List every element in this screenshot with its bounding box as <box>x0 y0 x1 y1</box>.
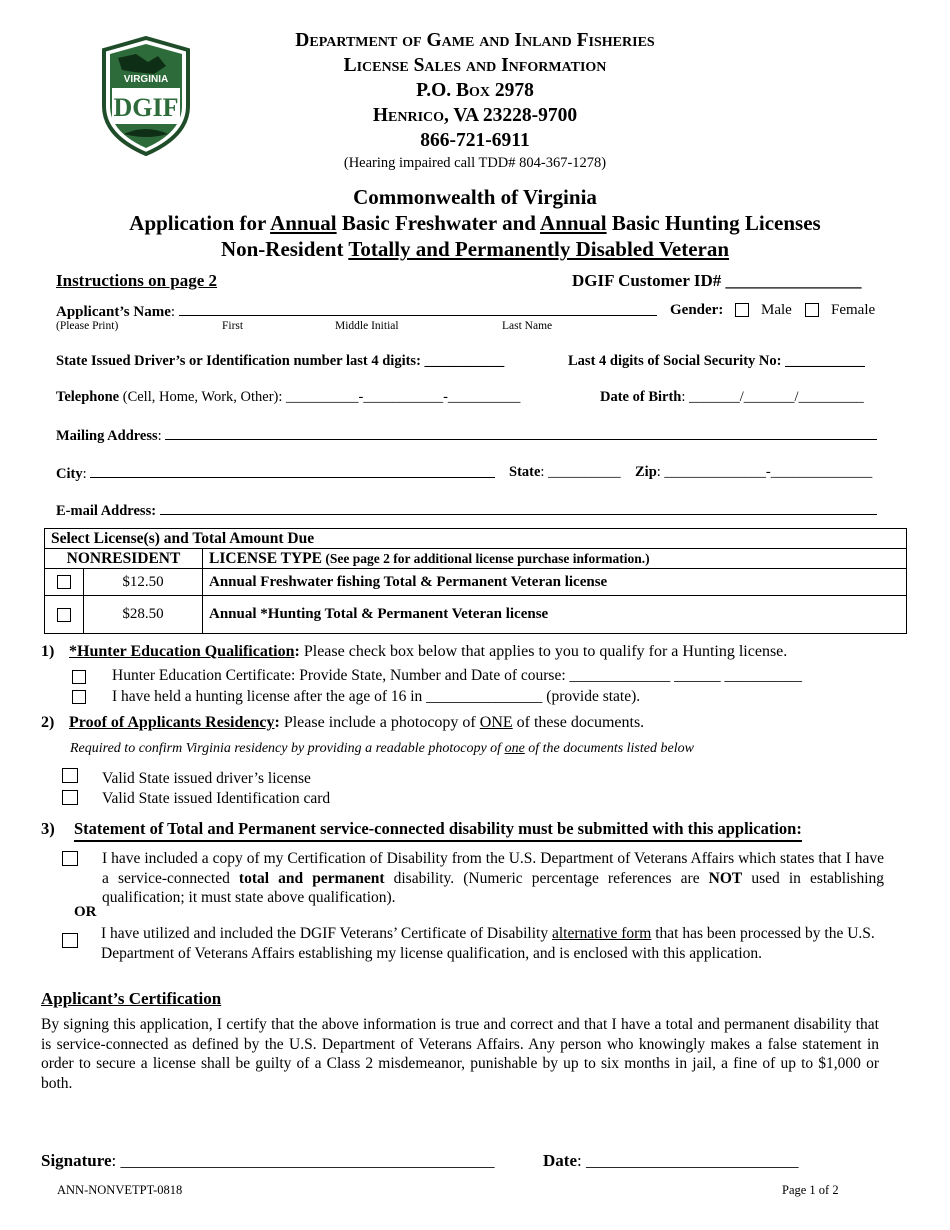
office-name: License Sales and Information <box>343 55 607 76</box>
mailing-address-row: Mailing Address: <box>56 426 877 445</box>
gender-label: Gender: <box>670 302 724 318</box>
license-checkbox-cell[interactable] <box>45 569 84 596</box>
prior-license-checkbox[interactable] <box>72 690 86 704</box>
id-card-option: Valid State issued Identification card <box>102 790 331 807</box>
zip-field[interactable]: Zip: ______________-______________ <box>635 464 873 480</box>
license-type: Annual Freshwater fishing Total & Permanent Veteran license <box>203 569 907 596</box>
license-price: $28.50 <box>84 596 203 634</box>
state-field[interactable]: State: __________ <box>509 464 621 480</box>
section3-heading: Statement of Total and Permanent service-connected disability must be submitted with this application: <box>74 819 802 842</box>
mailing-address-input[interactable] <box>165 426 877 440</box>
po-box: P.O. Box 2978 <box>416 80 534 101</box>
telephone-field[interactable]: Telephone (Cell, Home, Work, Other): __________-___________-__________ <box>56 389 521 405</box>
male-label: Male <box>761 302 792 318</box>
license-table-heading: Select License(s) and Total Amount Due <box>45 529 907 549</box>
please-print-note: (Please Print) <box>56 320 119 332</box>
title-line2: Application for Annual Basic Freshwater and Annual Basic Hunting Licenses <box>129 211 821 235</box>
section2-number: 2) <box>41 714 55 731</box>
customer-id-field[interactable]: DGIF Customer ID# ________________ <box>572 271 862 290</box>
signature-field[interactable]: Signature: ____________________________________________ <box>41 1151 495 1170</box>
title-line1: Commonwealth of Virginia <box>353 185 597 209</box>
logo-top-text: VIRGINIA <box>123 74 169 85</box>
prior-license-option: I have held a hunting license after the age of 16 in _______________ (provide state). <box>112 688 641 705</box>
license-checkbox-cell[interactable] <box>45 596 84 634</box>
city-row: City: <box>56 464 495 483</box>
section3-number: 3) <box>41 819 55 838</box>
drivers-license-checkbox[interactable] <box>62 768 78 783</box>
applicant-name-input[interactable] <box>179 302 657 316</box>
va-certification-checkbox[interactable] <box>62 851 78 866</box>
tdd-note: (Hearing impaired call TDD# 804-367-1278) <box>343 155 607 171</box>
first-name-caption: First <box>222 320 244 332</box>
hunter-ed-checkbox[interactable] <box>72 670 86 684</box>
certification-text: By signing this application, I certify that the above information is true and correct and that I have a total and permanent disability that is service-connected as defined by the U.S. Department of Veterans Affairs. Any person who knowingly makes a false statement in order to secure a license shall be guilty of a Class 2 misdemeanor, punishable by up to six months in jail, a fine of up to $1,000 or both. <box>41 1016 879 1092</box>
dl-number-field[interactable]: State Issued Driver’s or Identification number last 4 digits: ___________ <box>56 353 505 369</box>
residency-note: Required to confirm Virginia residency by providing a readable photocopy of one of the documents listed below <box>70 741 694 756</box>
nonresident-header: NONRESIDENT <box>45 549 203 569</box>
page-number: Page 1 of 2 <box>782 1183 839 1197</box>
male-checkbox[interactable] <box>735 303 749 317</box>
license-price: $12.50 <box>84 569 203 596</box>
section1-heading: *Hunter Education Qualification: Please check box below that applies to you to qualify for a Hunting license. <box>69 643 788 660</box>
female-checkbox[interactable] <box>805 303 819 317</box>
table-row <box>45 569 907 596</box>
middle-initial-caption: Middle Initial <box>335 320 399 332</box>
freshwater-license-checkbox[interactable] <box>57 575 71 589</box>
form-id: ANN-NONVETPT-0818 <box>57 1183 183 1197</box>
title-line3: Non-Resident Totally and Permanently Disabled Veteran <box>220 237 730 261</box>
certification-title: Applicant’s Certification <box>41 989 222 1008</box>
last-name-caption: Last Name <box>502 320 553 332</box>
city-address: Henrico, VA 23228-9700 <box>372 105 578 126</box>
female-label: Female <box>831 302 876 318</box>
instructions-link[interactable]: Instructions on page 2 <box>56 271 218 290</box>
date-field[interactable]: Date: _________________________ <box>543 1151 799 1170</box>
drivers-license-option: Valid State issued driver’s license <box>102 770 311 787</box>
or-separator: OR <box>74 904 97 920</box>
logo-main-text: DGIF <box>113 93 179 122</box>
hunter-ed-option: Hunter Education Certificate: Provide State, Number and Date of course: _____________ ______ __________ <box>112 667 803 684</box>
section1-number: 1) <box>41 643 55 660</box>
dgif-form-checkbox[interactable] <box>62 933 78 948</box>
license-type: Annual *Hunting Total & Permanent Veteran license <box>203 596 907 634</box>
dept-name: Department of Game and Inland Fisheries <box>295 30 655 51</box>
dob-field[interactable]: Date of Birth: _______/_______/_________ <box>600 389 864 405</box>
applicant-name-row: Applicant’s Name: <box>56 302 657 321</box>
dgif-form-option: I have utilized and included the DGIF Veterans’ Certificate of Disability alternative form that has been processed by the U.S. Department of Veterans Affairs establishing my license qualification, and is enclosed with this application. <box>101 925 875 962</box>
license-table <box>44 528 907 634</box>
hunting-license-checkbox[interactable] <box>57 608 71 622</box>
section2-heading: Proof of Applicants Residency: Please include a photocopy of ONE of these documents. <box>69 714 645 731</box>
ssn-field[interactable]: Last 4 digits of Social Security No: ___________ <box>568 353 865 369</box>
license-type-header: LICENSE TYPE (See page 2 for additional license purchase information.) <box>203 549 907 569</box>
city-input[interactable] <box>90 464 495 478</box>
va-certification-option: I have included a copy of my Certification of Disability from the U.S. Department of Veterans Affairs which states that I have a service-connected total and permanent disability. (Numeric percentage references are NOT used in establishing qualification; it must state above qualification). <box>102 850 884 906</box>
phone-number: 866-721-6911 <box>420 130 530 151</box>
id-card-checkbox[interactable] <box>62 790 78 805</box>
table-row <box>45 596 907 634</box>
email-row: E-mail Address: <box>56 501 877 520</box>
email-input[interactable] <box>160 501 877 515</box>
